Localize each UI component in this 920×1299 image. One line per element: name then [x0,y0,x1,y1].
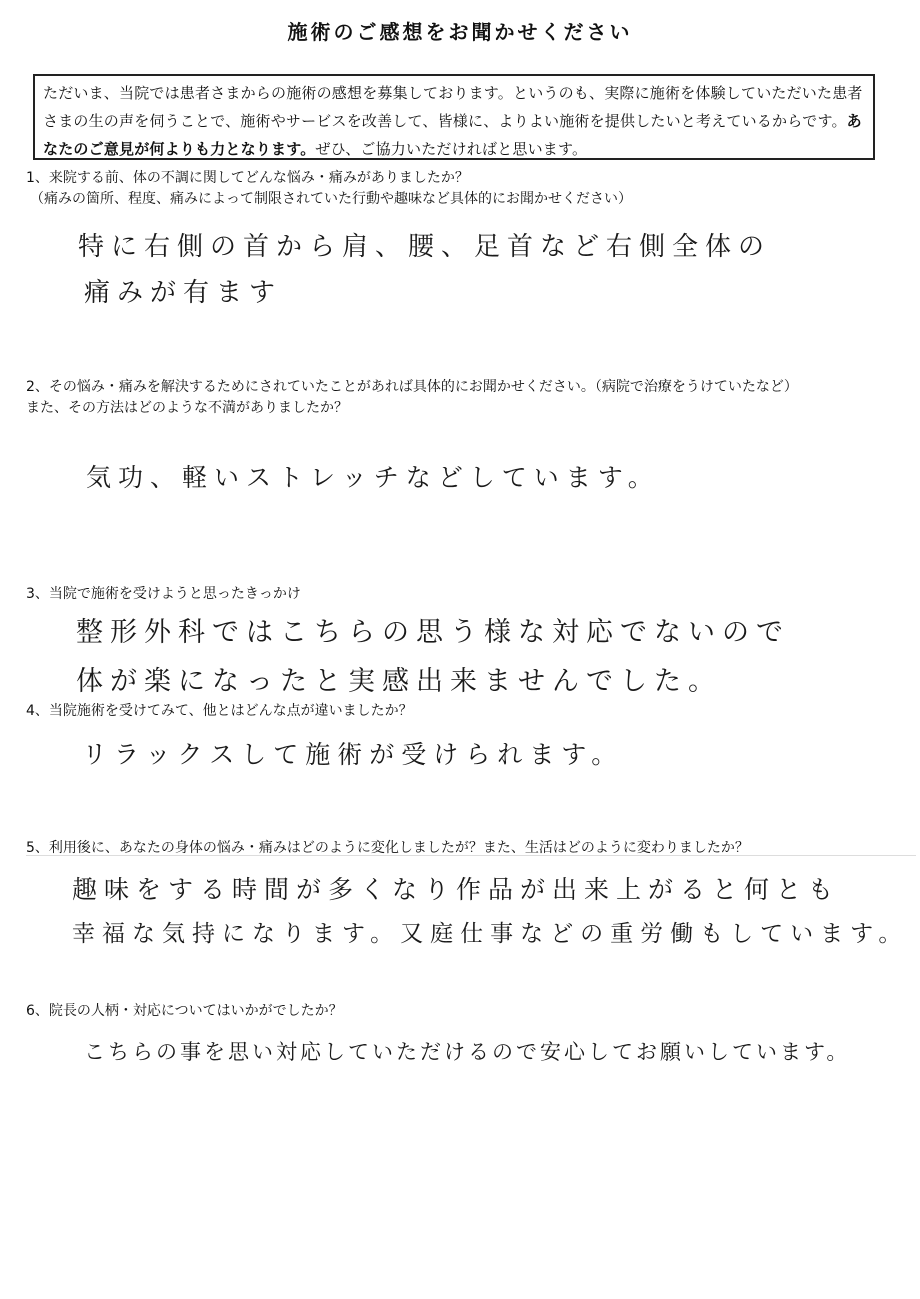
answer-5-line-2: 幸福な気持になります。又庭仕事などの重労働もしています。 [72,921,909,947]
answer-3-line-1: 整形外科ではこちらの思う様な対応でないので [76,617,790,648]
answer-4-line-1: リラックスして施術が受けられます。 [82,740,624,769]
intro-box [33,74,875,160]
intro-text: ただいま、当院では患者さまからの施術の感想を募集しております。というのも、実際に施術を体験していただいた患者さまの生の声を伺うことで、施術やサービスを改善して、皆様に、よりよい施術を提供したいと考えているからです。 [43,84,863,130]
question-1: 1、来院する前、体の不調に関してどんな悩み・痛みがありましたか？ [26,170,469,186]
question-5: 5、利用後に、あなたの身体の悩み・痛みはどのように変化しましたが？また、生活はどのように変わりましたか？ [26,840,749,856]
question-4: 4、当院施術を受けてみて、他とはどんな点が違いましたか？ [26,703,413,719]
question-2-sub: また、その方法はどのような不満がありましたか？ [26,400,348,416]
question-3: 3、当院で施術を受けようと思ったきっかけ [26,586,301,602]
intro-text-end: ぜひ、ご協力いただければと思います。 [315,140,588,158]
answer-3-line-2: 体が楽になったと実感出来ませんでした。 [76,666,722,697]
answer-2-line-1: 気功、軽いストレッチなどしています。 [86,463,660,492]
answer-1-line-1: 特に右側の首から肩、腰、足首など右側全体の [78,232,772,262]
intro-bold-text: あなたのご意見が何よりも力となります。 [43,112,862,158]
question-2: 2、その悩み・痛みを解決するためにされていたことがあれば具体的にお聞かせください。（病院で治療をうけていたなど） [26,379,798,395]
page-title: 施術のご感想をお聞かせください [287,20,633,44]
question-1-sub: （痛みの箇所、程度、痛みによって制限されていた行動や趣味など具体的にお聞かせください） [30,191,632,207]
question-6: 6、院長の人柄・対応についてはいかがでしたか？ [26,1003,343,1019]
answer-1-line-2: 痛みが有ます [84,278,283,308]
answer-6-line-1: こちらの事を思い対応していただけるので安心してお願いしています。 [84,1040,851,1064]
answer-5-line-1: 趣味をする時間が多くなり作品が出来上がると何とも [72,875,841,904]
